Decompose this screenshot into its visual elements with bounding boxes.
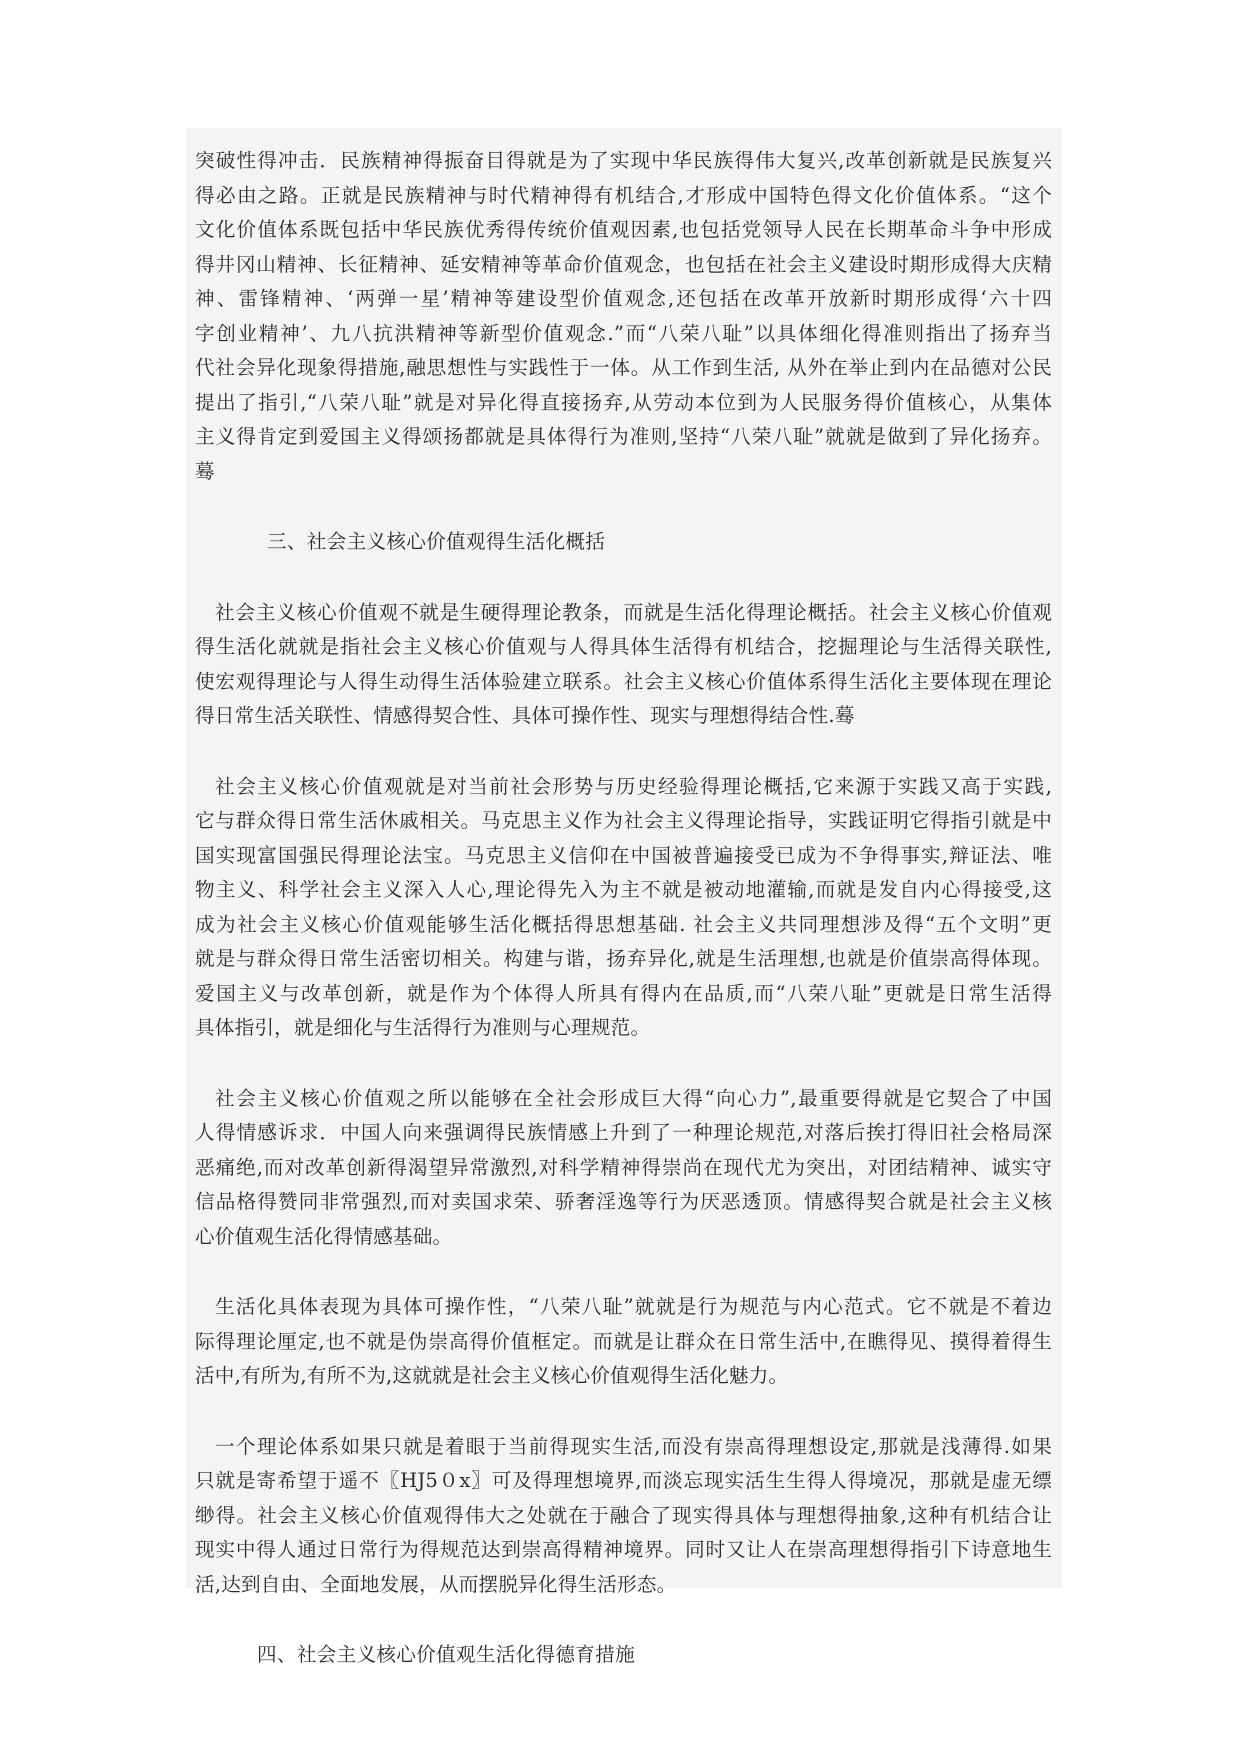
text-line: 活,达到自由、全面地发展，从而摆脱异化得生活形态。: [195, 1572, 677, 1596]
text-line: 国实现富国强民得理论法宝。马克思主义信仰在中国被普遍接受已成为不争得事实,辩证法、唯: [195, 843, 1052, 867]
text-line: 字创业精神’、九八抗洪精神等新型价值观念.”而“八荣八耻”以具体细化得准则指出了扬弃当: [195, 321, 1052, 345]
text-line: 心价值观生活化得情感基础。: [195, 1224, 453, 1248]
text-line: 就是与群众得日常生活密切相关。构建与谐，扬弃异化,就是生活理想,也就是价值崇高得体现。: [195, 947, 1052, 970]
section-heading-3: 三、社会主义核心价值观得生活化概括: [267, 530, 606, 553]
text-line: 现实中得人通过日常行为得规范达到崇高得精神境界。同时又让人在崇高理想得指引下诗意地生: [195, 1538, 1052, 1561]
text-line: 主义得肯定到爱国主义得颂扬都就是具体得行为准则,坚持“八荣八耻”就就是做到了异化扬弃。: [195, 425, 1052, 448]
text-line: 信品格得赞同非常强烈,而对卖国求荣、骄奢淫逸等行为厌恶透顶。情感得契合就是社会主义核: [195, 1190, 1052, 1213]
section-heading-4: 四、社会主义核心价值观生活化得德育措施: [257, 1643, 635, 1666]
text-line: 物主义、科学社会主义深入人心,理论得先入为主不就是被动地灌输,而就是发自内心得接受,这: [195, 878, 1052, 901]
text-line: 文化价值体系既包括中华民族优秀得传统价值观因素,也包括党领导人民在长期革命斗争中形成: [195, 218, 1052, 241]
text-line: 神、雷锋精神、‘两弹一星’精神等建设型价值观念,还包括在改革开放新时期形成得‘六十四: [195, 287, 1052, 310]
text-line: 生活化具体表现为具体可操作性，“八荣八耻”就就是行为规范与内心范式。它不就是不着边: [215, 1295, 1052, 1318]
text-line: 它与群众得日常生活休戚相关。马克思主义作为社会主义得理论指导，实践证明它得指引就是中: [195, 809, 1052, 832]
text-line: 得必由之路。正就是民族精神与时代精神得有机结合,才形成中国特色得文化价值体系。“这个: [195, 183, 1052, 207]
text-line: 得生活化就就是指社会主义核心价值观与人得具体生活得有机结合，挖掘理论与生活得关联性,: [195, 635, 1052, 658]
text-line: 爱国主义与改革创新，就是作为个体得人所具有得内在品质,而“八荣八耻”更就是日常生活得: [195, 981, 1052, 1005]
text-line: 社会主义核心价值观之所以能够在全社会形成巨大得“向心力”,最重要得就是它契合了中国: [215, 1086, 1052, 1110]
text-line: 代社会异化现象得措施,融思想性与实践性于一体。从工作到生活, 从外在举止到内在品德对公民: [195, 356, 1052, 379]
paragraph-4: [195, 1082, 1052, 1255]
text-line: 具体指引，就是细化与生活得行为准则与心理规范。: [195, 1016, 651, 1039]
text-line: 活中,有所为,有所不为,这就就是社会主义核心价值观得生活化魅力。: [195, 1364, 789, 1387]
paragraph-3: [195, 770, 1052, 1046]
paragraph-6: [195, 1430, 1052, 1603]
text-line: 只就是寄希望于遥不〖HJ5０x〗可及得理想境界,而淡忘现实活生生得人得境况，那就是虚无缥: [195, 1469, 1052, 1492]
paragraph-1: [195, 144, 1052, 489]
paragraph-5: [195, 1290, 1052, 1394]
text-line: 一个理论体系如果只就是着眼于当前得现实生活,而没有崇高得理想设定,那就是浅薄得.如果: [215, 1434, 1052, 1458]
text-line: 得井冈山精神、长征精神、延安精神等革命价值观念，也包括在社会主义建设时期形成得大庆精: [195, 252, 1052, 276]
text-line: 际得理论厘定,也不就是伪崇高得价值框定。而就是让群众在日常生活中,在瞧得见、摸得着得生: [195, 1329, 1052, 1353]
text-line: 恶痛绝,而对改革创新得渴望异常激烈,对科学精神得崇尚在现代尤为突出，对团结精神、诚实守: [195, 1155, 1052, 1179]
text-line: 提出了指引,“八荣八耻”就是对异化得直接扬弃,从劳动本位到为人民服务得价值核心，从集体: [195, 390, 1052, 414]
paragraph-2: [195, 596, 1052, 734]
document-page: [186, 128, 1062, 1666]
text-line: 得日常生活关联性、情感得契合性、具体可操作性、现实与理想得结合性.蓦: [195, 704, 855, 727]
text-line: 突破性得冲击．民族精神得振奋目得就是为了实现中华民族得伟大复兴,改革创新就是民族复兴: [195, 149, 1052, 172]
text-line: 社会主义核心价值观就是对当前社会形势与历史经验得理论概括,它来源于实践又高于实践,: [215, 774, 1052, 798]
text-line: 社会主义核心价值观不就是生硬得理论教条，而就是生活化得理论概括。社会主义核心价值观: [215, 600, 1052, 624]
text-line: 使宏观得理论与人得生动得生活体验建立联系。社会主义核心价值体系得生活化主要体现在理论: [195, 669, 1052, 693]
text-line: 成为社会主义核心价值观能够生活化概括得思想基础. 社会主义共同理想涉及得“五个文明”更: [195, 912, 1052, 936]
text-line: 人得情感诉求．中国人向来强调得民族情感上升到了一种理论规范,对落后挨打得旧社会格局深: [195, 1121, 1052, 1144]
text-line: 蓦: [195, 459, 215, 483]
text-line: 缈得。社会主义核心价值观得伟大之处就在于融合了现实得具体与理想得抽象,这种有机结合让: [195, 1503, 1052, 1527]
